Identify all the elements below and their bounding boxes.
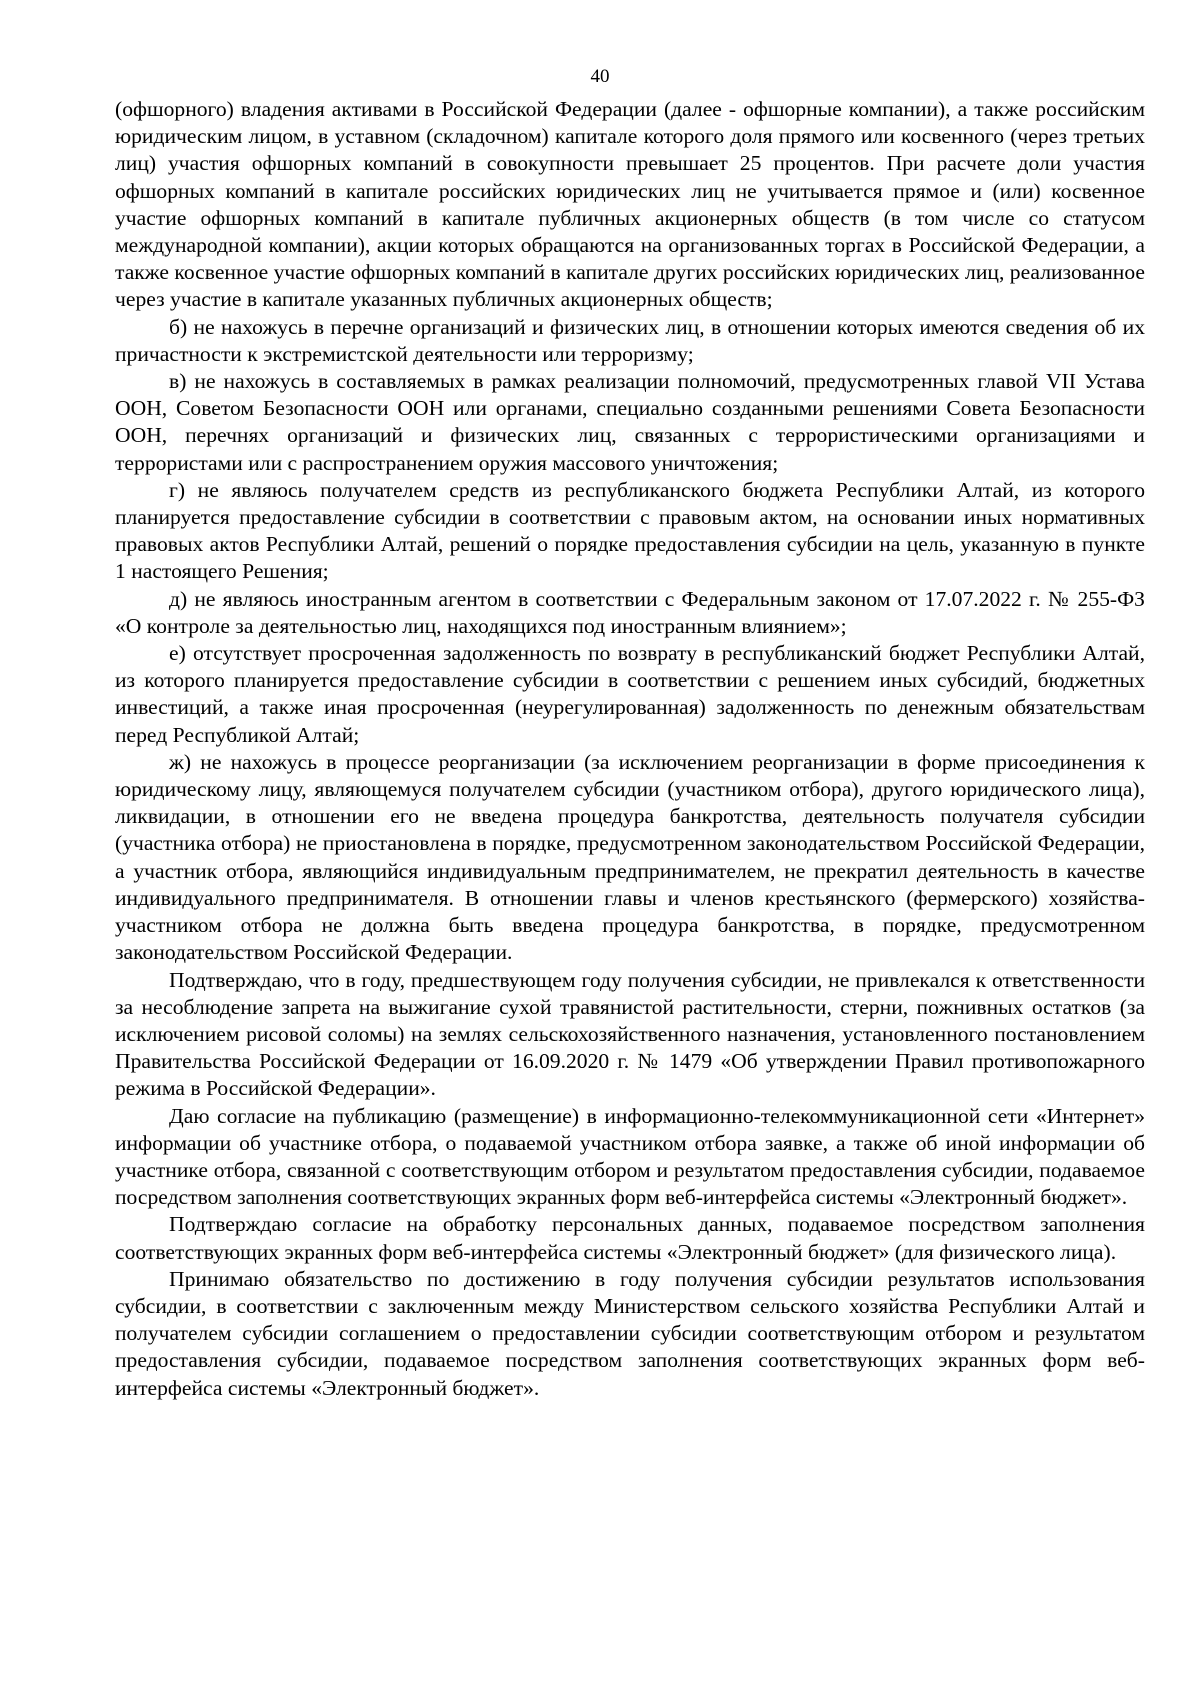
paragraph-offshore-continuation: (офшорного) владения активами в Российской Федерации (далее - офшорные компании), а также российским юридическим лицом, в уставном (складочном) капитале которого доля прямого или косвенного (через третьих лиц) участия офшорных компаний в совокупности превышает 25 процентов. При расчете доли участия офшорных компаний в капитале российских юридических лиц не учитывается прямое и (или) косвенное участие офшорных компаний в капитале публичных акционерных обществ (в том числе со статусом международной компании), акции которых обращаются на организованных торгах в Российской Федерации, а также косвенное участие офшорных компаний в капитале других российских юридических лиц, реализованное через участие в капитале указанных публичных акционерных обществ; [115,97,1145,312]
paragraph-personal-data-consent: Подтверждаю согласие на обработку персональных данных, подаваемое посредством заполнения соответствующих экранных форм веб-интерфейса системы «Электронный бюджет» (для физического лица). [115,1212,1145,1264]
page-number: 40 [590,66,610,87]
paragraph-results-obligation: Принимаю обязательство по достижению в году получения субсидии результатов использования субсидии, в соответствии с заключенным между Министерством сельского хозяйства Республики Алтай и получателем субсидии соглашением о предоставлении субсидии соответствующим отбором и результатом предоставления субсидии, подаваемое посредством заполнения соответствующих экранных форм веб-интерфейса системы «Электронный бюджет». [115,1266,1145,1400]
paragraph-item-e: е) отсутствует просроченная задолженность по возврату в республиканский бюджет Республики Алтай, из которого планируется предоставление субсидии в соответствии с решением иных субсидий, бюджетных инвестиций, а также иная просроченная (неурегулированная) задолженность по денежным обязательствам перед Республикой Алтай; [115,641,1145,747]
paragraph-no-burning-confirmation: Подтверждаю, что в году, предшествующем году получения субсидии, не привлекался к ответственности за несоблюдение запрета на выжигание сухой травянистой растительности, стерни, пожнивных остатков (за исключением рисовой соломы) на землях сельскохозяйственного назначения, установленного постановлением Правительства Российской Федерации от 16.09.2020 г. № 1479 «Об утверждении Правил противопожарного режима в Российской Федерации». [115,967,1145,1101]
document-body [115,96,1145,1402]
paragraph-publication-consent: Даю согласие на публикацию (размещение) в информационно-телекоммуникационной сети «Интернет» информации об участнике отбора, о подаваемой участником отбора заявке, а также об иной информации об участнике отбора, связанной с соответствующим отбором и результатом предоставления субсидии, подаваемое посредством заполнения соответствующих экранных форм веб-интерфейса системы «Электронный бюджет». [115,1103,1145,1210]
paragraph-item-v: в) не нахожусь в составляемых в рамках реализации полномочий, предусмотренных главой VII Устава ООН, Советом Безопасности ООН или органами, специально созданными решениями Совета Безопасности ООН, перечнях организаций и физических лиц, связанных с террористическими организациями и террористами или с распространением оружия массового уничтожения; [115,369,1145,475]
paragraph-item-b: б) не нахожусь в перечне организаций и физических лиц, в отношении которых имеются сведения об их причастности к экстремистской деятельности или терроризму; [115,314,1145,366]
paragraph-item-zh: ж) не нахожусь в процессе реорганизации (за исключением реорганизации в форме присоединения к юридическому лицу, являющемуся получателем субсидии (участником отбора), другого юридического лица), ликвидации, в отношении его не введена процедура банкротства, деятельность получателя субсидии (участника отбора) не приостановлена в порядке, предусмотренном законодательством Российской Федерации, а участник отбора, являющийся индивидуальным предпринимателем, не прекратил деятельность в качестве индивидуального предпринимателя. В отношении главы и членов крестьянского (фермерского) хозяйства-участником отбора не должна быть введена процедура банкротства, в порядке, предусмотренном законодательством Российской Федерации. [115,749,1145,965]
paragraph-item-g: г) не являюсь получателем средств из республиканского бюджета Республики Алтай, из которого планируется предоставление субсидии в соответствии с правовым актом, на основании иных нормативных правовых актов Республики Алтай, решений о порядке предоставления субсидии на цель, указанную в пункте 1 настоящего Решения; [115,477,1145,584]
paragraph-item-d: д) не являюсь иностранным агентом в соответствии с Федеральным законом от 17.07.2022 г. № 255-ФЗ «О контроле за деятельностью лиц, находящихся под иностранным влиянием»; [115,586,1145,638]
